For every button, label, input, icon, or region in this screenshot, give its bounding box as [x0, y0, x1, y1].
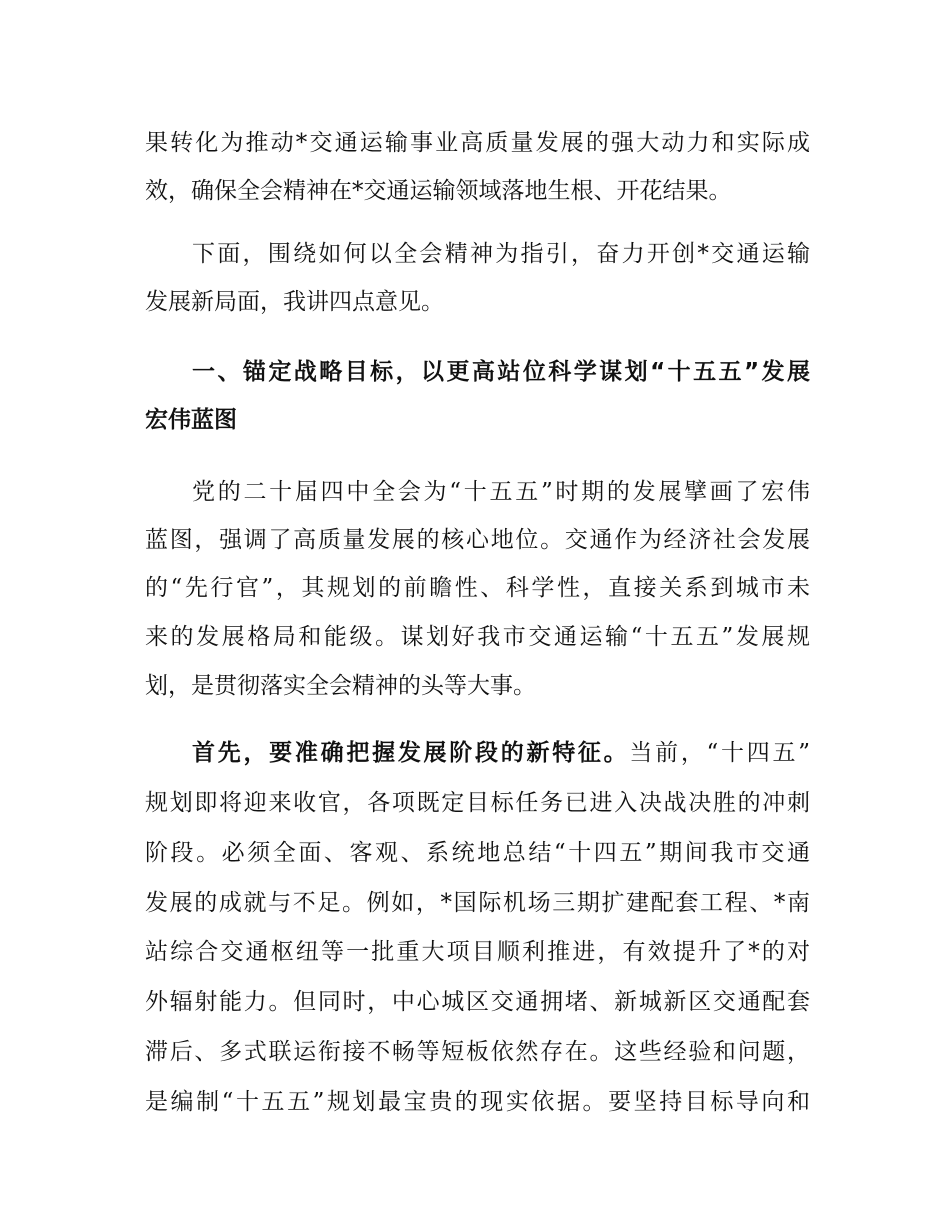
text-line	[192, 738, 810, 768]
text-line: 党的二十届四中全会为“十五五”时期的发展擘画了宏伟	[192, 479, 810, 505]
text-line: 滞后、多式联运衔接不畅等短板依然存在。这些经验和问题，	[145, 1039, 810, 1065]
text-line: 规划即将迎来收官，各项既定目标任务已进入决战决胜的冲刺	[145, 790, 810, 816]
text-line: 发展新局面，我讲四点意见。	[145, 289, 444, 315]
text-line: 是编制“十五五”规划最宝贵的现实依据。要坚持目标导向和	[145, 1089, 810, 1115]
text-run: 当前，“十四五”	[629, 740, 810, 766]
text-line: 果转化为推动*交通运输事业高质量发展的强大动力和实际成	[145, 130, 810, 156]
text-line: 来的发展格局和能级。谋划好我市交通运输“十五五”发展规	[145, 624, 810, 650]
bold-lead: 首先，要准确把握发展阶段的新特征。	[192, 740, 630, 766]
text-line: 下面，围绕如何以全会精神为指引，奋力开创*交通运输	[192, 241, 810, 267]
text-line: 的“先行官”，其规划的前瞻性、科学性，直接关系到城市未	[145, 575, 810, 601]
section-heading: 宏伟蓝图	[145, 407, 237, 433]
text-line: 划，是贯彻落实全会精神的头等大事。	[145, 673, 536, 699]
text-line: 发展的成就与不足。例如，*国际机场三期扩建配套工程、*南	[145, 890, 810, 916]
text-line: 外辐射能力。但同时，中心城区交通拥堵、新城新区交通配套	[145, 989, 810, 1015]
text-line: 效，确保全会精神在*交通运输领域落地生根、开花结果。	[145, 178, 732, 204]
section-heading: 一、锚定战略目标，以更高站位科学谋划“十五五”发展	[192, 359, 810, 385]
text-line: 阶段。必须全面、客观、系统地总结“十四五”期间我市交通	[145, 840, 810, 866]
text-line: 蓝图，强调了高质量发展的核心地位。交通作为经济社会发展	[145, 527, 810, 553]
text-line: 站综合交通枢纽等一批重大项目顺利推进，有效提升了*的对	[145, 939, 810, 965]
